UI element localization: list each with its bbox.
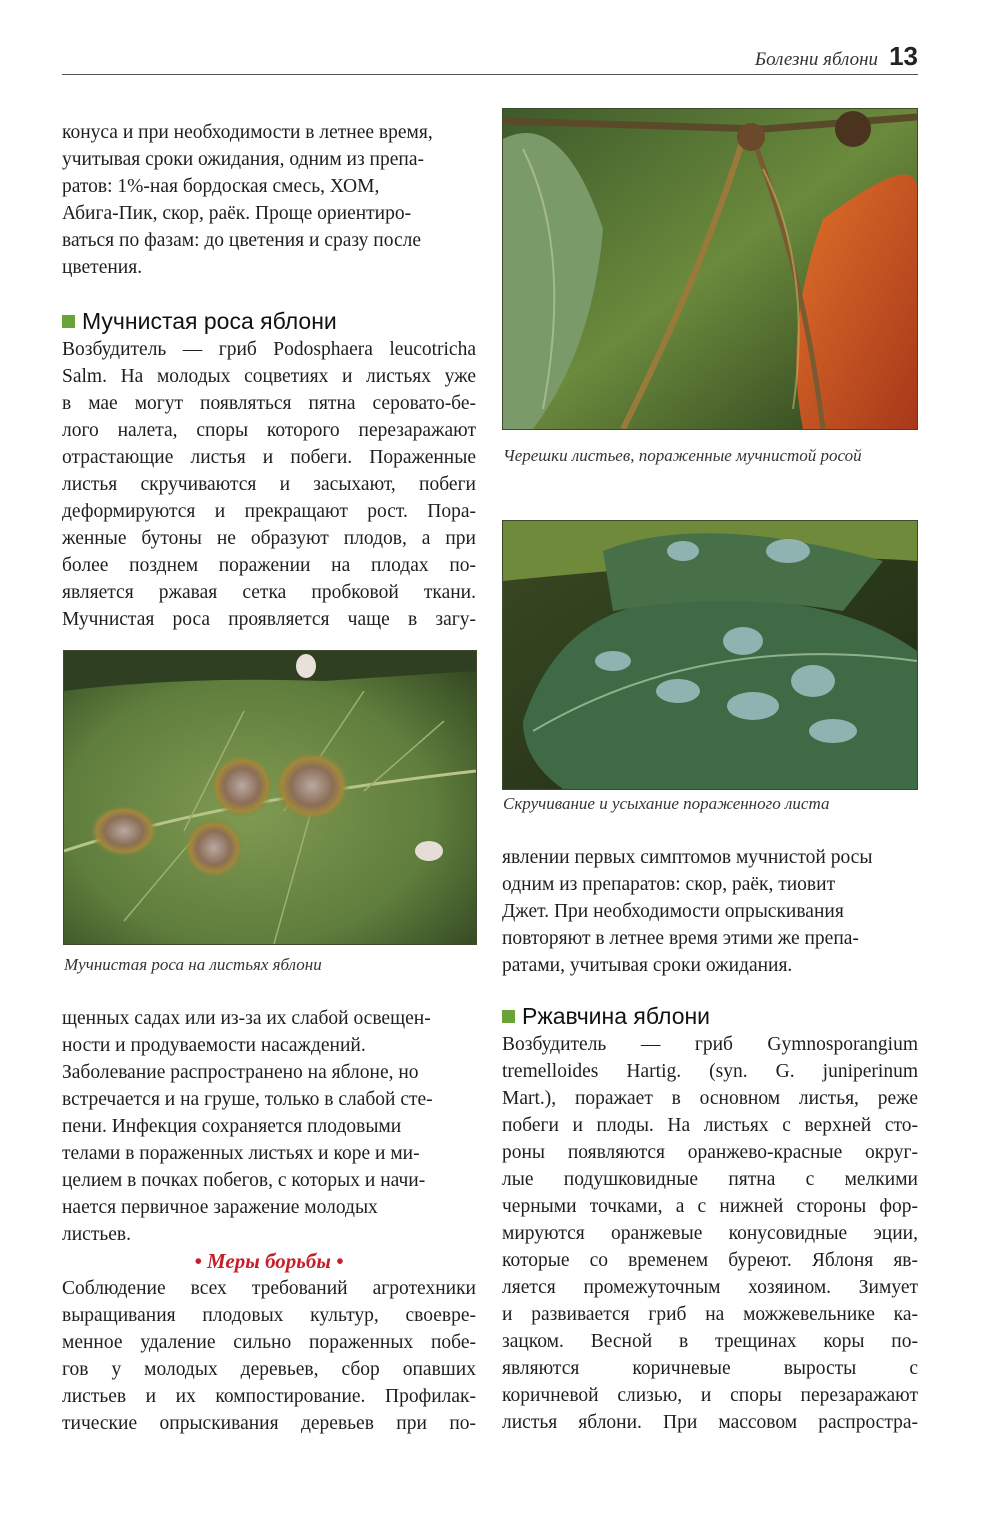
text-line: Salm. На молодых соцветиях и листьях уже [62,366,476,387]
text-line: которые со временем буреют. Яблоня яв- [502,1250,918,1271]
photo-powdery-leaf [63,650,477,945]
page-header [62,40,918,75]
text-line: ности и продуваемости насаждений. [62,1035,366,1056]
powdery-heading [62,306,476,336]
section-marker-icon [502,1010,515,1023]
powdery-paragraph-continued [62,1005,476,1248]
text-line: Абига-Пик, скор, раёк. Проще ориентиро- [62,203,412,224]
text-line: Мучнистая роса проявляется чаще в загу- [62,609,476,630]
text-line: листьев и их компостирование. Профилак- [62,1386,476,1407]
text-line: коричневой слизью, и споры перезаражают [502,1385,918,1406]
text-line: отрастающие листья и побеги. Пораженные [62,447,476,468]
text-line: цветения. [62,257,143,278]
text-line: женные бутоны не образуют плодов, а при [62,528,476,549]
text-line: ратов: 1%-ная бордоская смесь, ХОМ, [62,176,380,197]
text-line: Заболевание распространено на яблоне, но [62,1062,419,1083]
text-line: Возбудитель — гриб Gymnosporangium [502,1034,918,1055]
caption-powdery-leaf: Мучнистая роса на листьях яблони [64,955,322,974]
rust-heading [502,1001,918,1031]
powdery-section [62,306,476,633]
intro-paragraph-block [62,119,476,281]
text-line: лого налета, споры которого перезаражают [62,420,476,441]
page-number: 13 [889,41,918,71]
caption-petioles: Черешки листьев, пораженные мучнистой росой [503,446,862,465]
text-line: Mart.), поражает в основном листья, реже [502,1088,918,1109]
text-line: листьев. [62,1224,131,1245]
caption-curled-leaf: Скручивание и усыхание пораженного листа [503,794,830,813]
measures-continued [502,844,918,979]
text-line: целием в почках побегов, с которых и начи- [62,1170,426,1191]
text-line: tremelloides Hartig. (syn. G. juniperinum [502,1061,918,1082]
text-line: зацком. Весной в трещинах коры по- [502,1331,918,1352]
text-line: Соблюдение всех требований агротехники [62,1278,476,1299]
rust-heading-text: Ржавчина яблони [522,1003,711,1029]
text-line: Возбудитель — гриб Podosphaera leucotricha [62,339,476,360]
text-line: является ржавая сетка пробковой ткани. [62,582,476,603]
text-line: ратами, учитывая сроки ожидания. [502,955,793,976]
text-line: одним из препаратов: скор, раёк, тиовит [502,874,836,895]
text-line: в мае могут появляться пятна серовато-бе- [62,393,476,414]
text-line: листья скручиваются и засыхают, побеги [62,474,476,495]
text-line: ваться по фазам: до цветения и сразу после [62,230,421,251]
text-line: гов у молодых деревьев, сбор опавших [62,1359,476,1380]
intro-paragraph [62,119,476,281]
running-title: Болезни яблони [754,49,878,70]
text-line: ляется промежуточным хозяином. Зимует [502,1277,918,1298]
rust-section [502,1001,918,1436]
powdery-heading-text: Мучнистая роса яблони [82,308,337,334]
text-line: роны появляются оранжево-красные округ- [502,1142,918,1163]
measures-paragraph-continued [502,844,918,979]
text-line: телами в пораженных листьях и коре и ми- [62,1143,420,1164]
section-marker-icon [62,315,75,328]
text-line: повторяют в летнее время этими же препа- [502,928,859,949]
text-line: побеги и плоды. На листьях с верхней сто- [502,1115,918,1136]
text-line: и развивается гриб на можжевельнике ка- [502,1304,918,1325]
text-line: конуса и при необходимости в летнее время, [62,122,433,143]
text-line: пени. Инфекция сохраняется плодовыми [62,1116,402,1137]
text-line: нается первичное заражение молодых [62,1197,378,1218]
text-line: Джет. При необходимости опрыскивания [502,901,844,922]
text-line: мируются оранжевые конусовидные эции, [502,1223,918,1244]
text-line: лые подушковидные пятна с мелкими [502,1169,918,1190]
text-line: листья яблони. При массовом распростра- [502,1412,918,1433]
rust-paragraph [502,1031,918,1436]
text-line: выращивания плодовых культур, своевре- [62,1305,476,1326]
text-line: учитывая сроки ожидания, одним из препа- [62,149,424,170]
measures-heading: • Меры борьбы • [194,1249,344,1273]
powdery-paragraph [62,336,476,633]
photo-petioles [502,108,918,430]
text-line: тические опрыскивания деревьев при по- [62,1413,476,1434]
powdery-continued [62,1005,476,1437]
text-line: встречается и на груше, только в слабой сте- [62,1089,433,1110]
text-line: черными точками, а с нижней стороны фор- [502,1196,918,1217]
measures-paragraph [62,1275,476,1437]
text-line: щенных садах или из-за их слабой освещен- [62,1008,431,1029]
text-line: являются коричневые выросты с [502,1358,918,1379]
text-line: деформируются и прекращают рост. Пора- [62,501,476,522]
text-line: более позднем поражении на плодах по- [62,555,476,576]
text-line: менное удаление сильно пораженных побе- [62,1332,476,1353]
text-line: явлении первых симптомов мучнистой росы [502,847,873,868]
photo-curled-leaf [502,520,918,790]
